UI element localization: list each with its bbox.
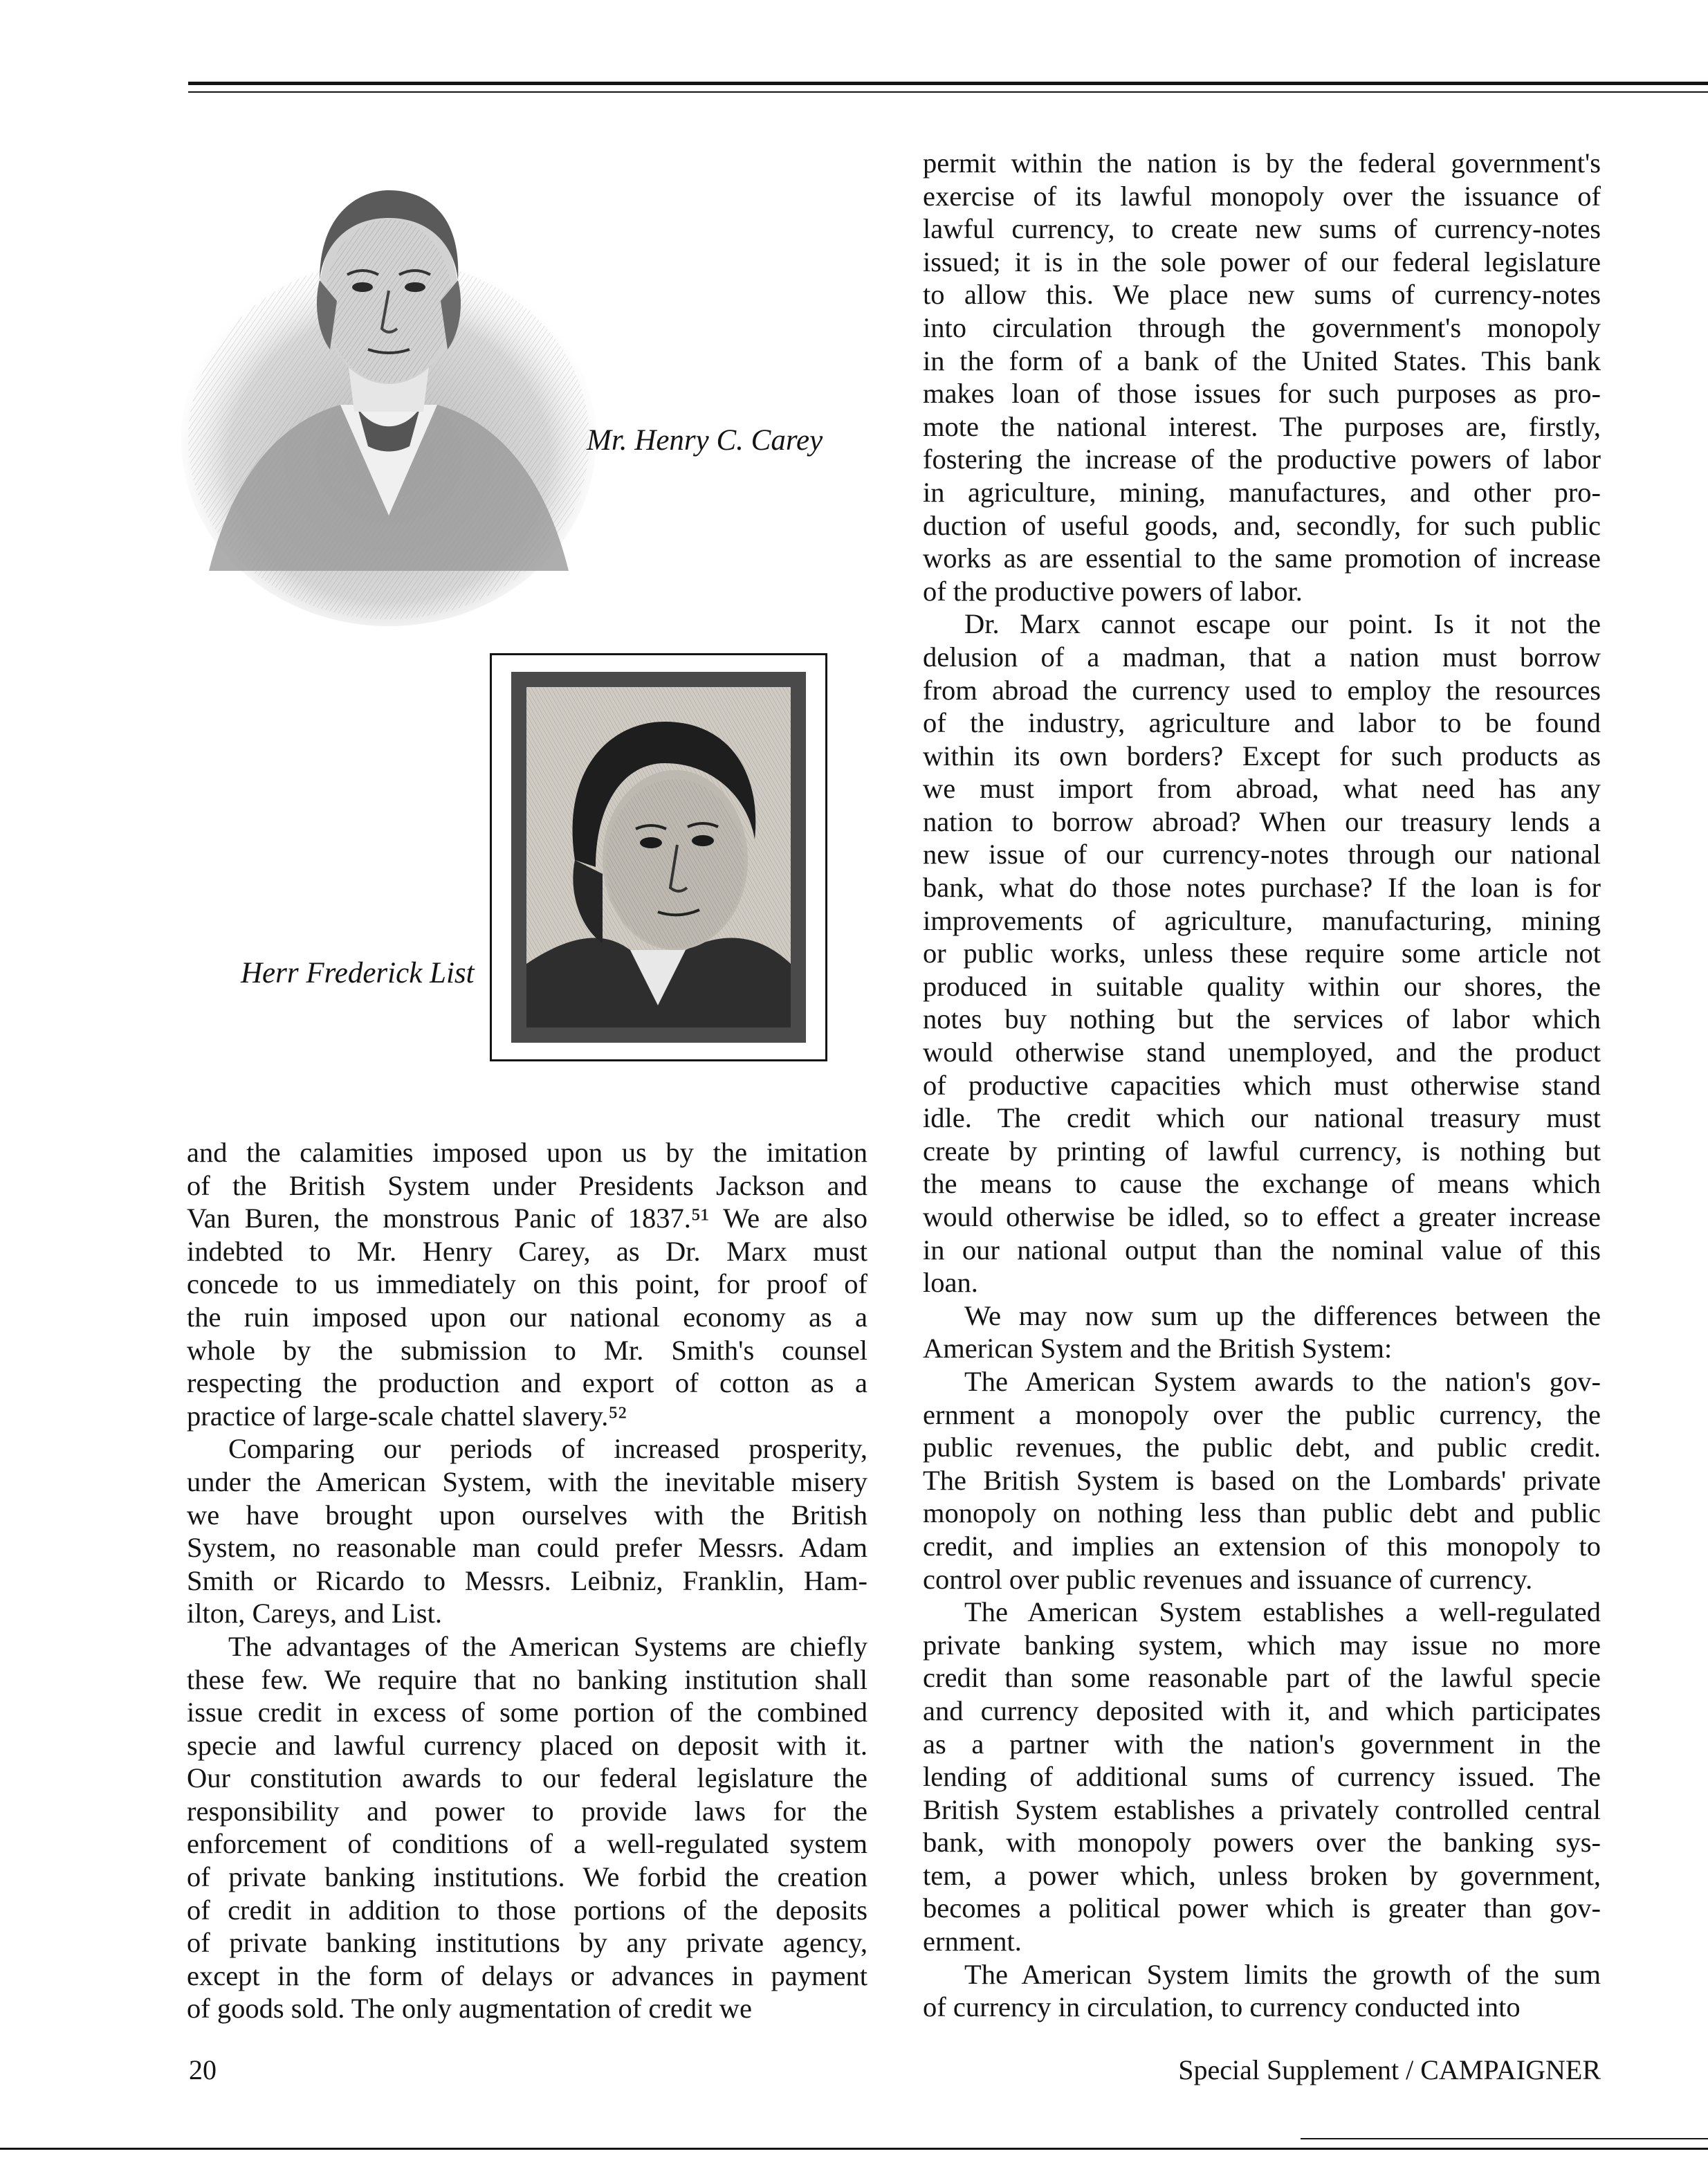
text-line: in the form of a bank of the United States. This bank (923, 345, 1601, 376)
text-line: credit than some reasonable part of the lawful specie (923, 1662, 1601, 1694)
text-line: issued; it is in the sole power of our federal legislature (923, 246, 1601, 277)
text-line: to allow this. We place new sums of currency-notes (923, 279, 1601, 311)
text-line: ernment a monopoly over the public currency, the (923, 1398, 1601, 1430)
text-line: fostering the increase of the productive powers of labor (923, 444, 1601, 475)
text-line: duction of useful goods, and, secondly, for such public (923, 509, 1601, 541)
text-line: nation to borrow abroad? When our treasury lends a (923, 805, 1601, 837)
text-line: from abroad the currency used to employ the resources (923, 674, 1601, 706)
paragraph (923, 1365, 1601, 1596)
list-portrait-mat (511, 672, 806, 1043)
text-line: Dr. Marx cannot escape our point. Is it not the (964, 608, 1601, 640)
text-line: into circulation through the government's monopoly (923, 311, 1601, 343)
text-line: of productive capacities which must otherwise stand (923, 1069, 1601, 1101)
text-line: within its own borders? Except for such products as (923, 740, 1601, 771)
paragraph (923, 1299, 1601, 1365)
text-line: new issue of our currency-notes through our national (923, 839, 1601, 870)
text-line: the means to cause the exchange of means which (923, 1168, 1601, 1200)
text-line: The American System limits the growth of the sum (964, 1958, 1601, 1990)
text-line: in agriculture, mining, manufactures, and other pro- (923, 476, 1601, 508)
carey-caption: Mr. Henry C. Carey (587, 424, 823, 457)
text-line: Smith or Ricardo to Messrs. Leibniz, Franklin, Ham- (187, 1564, 867, 1596)
text-line: of currency in circulation, to currency conducted into (923, 1991, 1521, 2023)
text-line: respecting the production and export of cotton as a (187, 1367, 867, 1399)
text-line: issue credit in excess of some portion of the combined (187, 1697, 867, 1728)
paragraph (923, 608, 1601, 1299)
text-line: enforcement of conditions of a well-regulated system (187, 1828, 867, 1860)
paragraph (187, 1136, 867, 1432)
text-line: ilton, Careys, and List. (187, 1598, 442, 1629)
paragraph (187, 1432, 867, 1630)
text-line: monopoly on nothing less than public debt and public (923, 1497, 1601, 1529)
text-line: notes buy nothing but the services of labor which (923, 1003, 1601, 1035)
text-line: of private banking institutions by any private agency, (187, 1927, 867, 1959)
text-line: we have brought upon ourselves with the British (187, 1499, 867, 1531)
text-line: bank, with monopoly powers over the banking sys- (923, 1827, 1601, 1858)
text-line: of goods sold. The only augmentation of credit we (187, 1993, 752, 2025)
publication-name: Special Supplement / CAMPAIGNER (1178, 2054, 1601, 2085)
text-line: indebted to Mr. Henry Carey, as Dr. Marx must (187, 1235, 867, 1267)
paragraph (923, 1958, 1601, 2024)
text-line: The advantages of the American Systems are chiefly (228, 1630, 867, 1662)
text-line: would otherwise be idled, so to effect a greater increase (923, 1201, 1601, 1232)
top-rule (188, 82, 1708, 85)
list-portrait-image (526, 687, 791, 1027)
text-line: mote the national interest. The purposes are, firstly, (923, 410, 1601, 442)
text-line: improvements of agriculture, manufacturing, mining (923, 904, 1601, 936)
text-line: concede to us immediately on this point, for proof of (187, 1268, 867, 1300)
paragraph (187, 1630, 867, 2025)
text-line: lending of additional sums of currency issued. The (923, 1761, 1601, 1793)
bottom-rule (0, 2148, 1708, 2150)
text-line: lawful currency, to create new sums of currency-notes (923, 213, 1601, 245)
text-line: tem, a power which, unless broken by government, (923, 1859, 1601, 1891)
page-number: 20 (189, 2054, 217, 2085)
text-line: practice of large-scale chattel slavery.⁵² (187, 1400, 627, 1432)
top-rule-thin (188, 91, 1708, 93)
text-line: under the American System, with the inevitable misery (187, 1465, 867, 1497)
text-line: The British System is based on the Lombards' private (923, 1464, 1601, 1496)
text-line: Our constitution awards to our federal legislature the (187, 1762, 867, 1794)
text-line: of private banking institutions. We forbid the creation (187, 1861, 867, 1893)
text-line: works as are essential to the same promotion of increase (923, 542, 1601, 574)
text-line: ernment. (923, 1926, 1022, 1957)
text-line: becomes a political power which is greater than gov- (923, 1892, 1601, 1924)
text-line: would otherwise stand unemployed, and the product (923, 1036, 1601, 1068)
text-line: specie and lawful currency placed on deposit with it. (187, 1729, 867, 1761)
text-line: of the productive powers of labor. (923, 575, 1303, 607)
text-line: makes loan of those issues for such purposes as pro- (923, 378, 1601, 410)
text-line: British System establishes a privately controlled central (923, 1793, 1601, 1825)
text-line: produced in suitable quality within our shores, the (923, 970, 1601, 1002)
text-line: control over public revenues and issuance of currency. (923, 1563, 1533, 1595)
text-line: responsibility and power to provide laws for the (187, 1795, 867, 1827)
text-line: System, no reasonable man could prefer Messrs. Adam (187, 1532, 867, 1564)
text-line: in our national output than the nominal value of this (923, 1234, 1601, 1266)
text-line: and the calamities imposed upon us by the imitation (187, 1137, 867, 1168)
list-portrait-frame (490, 653, 827, 1061)
text-line: idle. The credit which our national treasury must (923, 1102, 1601, 1134)
text-line: of credit in addition to those portions of the deposits (187, 1894, 867, 1926)
text-line: American System and the British System: (923, 1333, 1393, 1364)
text-line: delusion of a madman, that a nation must borrow (923, 641, 1601, 673)
text-line: whole by the submission to Mr. Smith's counsel (187, 1334, 867, 1366)
list-caption: Herr Frederick List (241, 957, 475, 989)
text-line: The American System awards to the nation's gov- (964, 1365, 1601, 1397)
text-line: exercise of its lawful monopoly over the issuance of (923, 180, 1601, 212)
paragraph (923, 147, 1601, 608)
text-line: bank, what do those notes purchase? If the loan is for (923, 872, 1601, 904)
bottom-rule-short (1301, 2138, 1708, 2139)
text-line: create by printing of lawful currency, is nothing but (923, 1135, 1601, 1167)
text-line: The American System establishes a well-regulated (964, 1596, 1601, 1628)
text-line: we must import from abroad, what need has any (923, 773, 1601, 805)
text-line: private banking system, which may issue no more (923, 1629, 1601, 1661)
paragraph (923, 1596, 1601, 1958)
left-column-text (187, 1136, 867, 2025)
text-line: and currency deposited with it, and which participates (923, 1694, 1601, 1726)
text-line: these few. We require that no banking institution shall (187, 1663, 867, 1695)
text-line: loan. (923, 1267, 978, 1299)
text-line: of the industry, agriculture and labor to be found (923, 707, 1601, 739)
carey-portrait-image (181, 128, 610, 626)
text-line: Comparing our periods of increased prosperity, (228, 1433, 867, 1465)
text-line: Van Buren, the monstrous Panic of 1837.⁵¹ We are also (187, 1203, 867, 1234)
text-line: public revenues, the public debt, and public credit. (923, 1432, 1601, 1463)
text-line: the ruin imposed upon our national economy as a (187, 1301, 867, 1333)
text-line: of the British System under Presidents Jackson and (187, 1169, 867, 1201)
text-line: as a partner with the nation's government in the (923, 1728, 1601, 1760)
text-line: or public works, unless these require some article not (923, 938, 1601, 969)
text-line: credit, and implies an extension of this monopoly to (923, 1530, 1601, 1562)
text-line: permit within the nation is by the federal government's (923, 147, 1601, 179)
text-line: except in the form of delays or advances in payment (187, 1960, 867, 1991)
right-column-text (923, 147, 1601, 2024)
text-line: We may now sum up the differences between the (964, 1299, 1601, 1331)
